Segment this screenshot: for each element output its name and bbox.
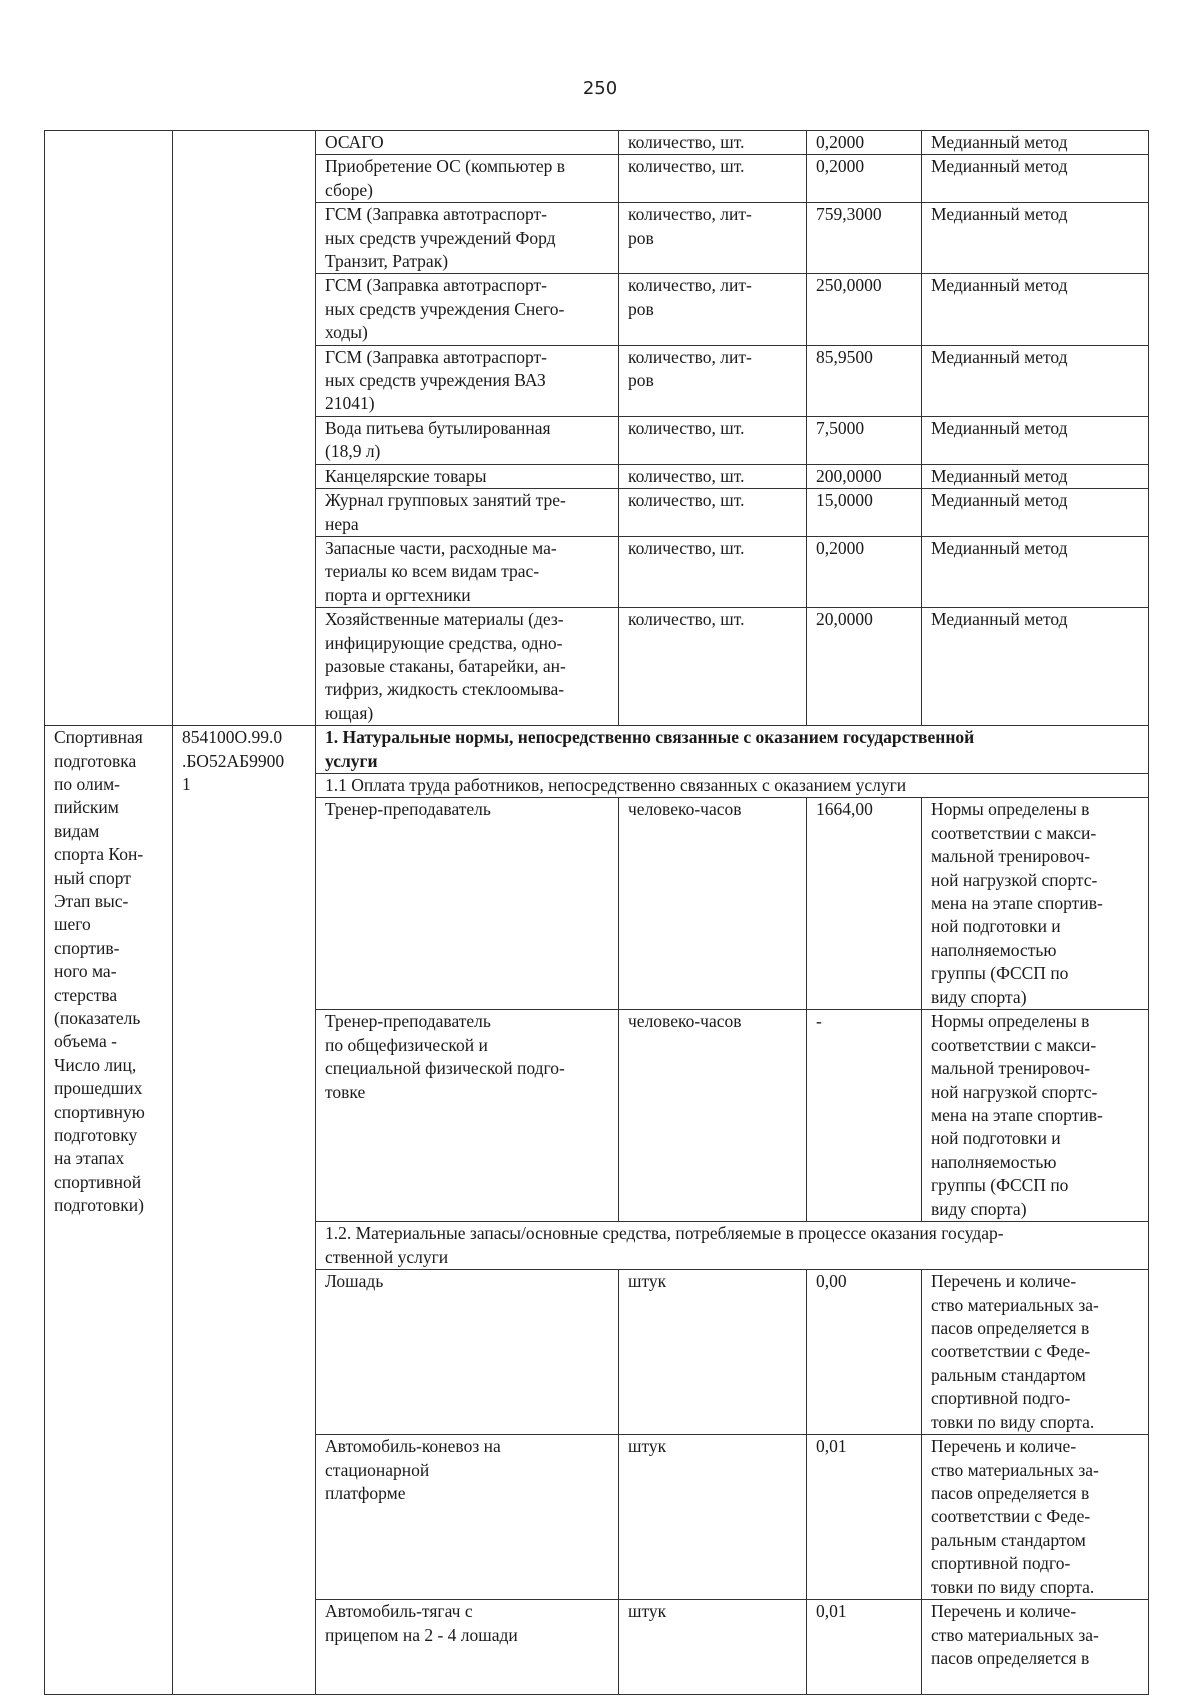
item-unit: штук [619,1435,807,1600]
subsection-heading: 1.1 Оплата труда работников, непосредственно связанных с оказанием услуги [316,773,1149,797]
item-unit: количество, шт. [619,131,807,155]
page-number: 250 [582,78,618,99]
item-value: 0,01 [807,1435,922,1600]
table-row [45,726,1149,774]
item-unit: количество, шт. [619,416,807,464]
item-method: Медианный метод [922,131,1149,155]
item-value: 200,0000 [807,464,922,488]
item-method: Медианный метод [922,203,1149,274]
item-unit: штук [619,1600,807,1695]
item-method: Медианный метод [922,416,1149,464]
item-method: Перечень и количе- ство материальных за- пасов определяется в соответствии с Феде- ральным стандартом спортивной подго- товки по виду спорта. [922,1270,1149,1435]
item-unit: человеко-часов [619,1010,807,1222]
item-unit: количество, лит- ров [619,345,807,416]
item-name: ГСМ (Заправка автотраспорт- ных средств учреждений Форд Транзит, Ратрак) [316,203,619,274]
item-name: Хозяйственные материалы (дез- инфицирующие средства, одно- разовые стаканы, батарейки, ан- тифриз, жидкость стеклоомыва- ющая) [316,608,619,726]
item-method: Медианный метод [922,464,1149,488]
item-unit: количество, шт. [619,536,807,607]
empty-code-cell [173,131,316,726]
item-unit: человеко-часов [619,798,807,1010]
section-heading: 1. Натуральные нормы, непосредственно связанные с оказанием государственной услуги [316,726,1149,774]
item-value: 15,0000 [807,489,922,537]
item-value: 20,0000 [807,608,922,726]
item-method: Перечень и количе- ство материальных за- пасов определяется в соответствии с Феде- ральным стандартом спортивной подго- товки по виду спорта. [922,1435,1149,1600]
item-method: Медианный метод [922,489,1149,537]
item-value: 7,5000 [807,416,922,464]
item-method: Медианный метод [922,608,1149,726]
item-value: 1664,00 [807,798,922,1010]
item-name: ОСАГО [316,131,619,155]
item-value: - [807,1010,922,1222]
item-name: Автомобиль-тягач с прицепом на 2 - 4 лошади [316,1600,619,1695]
item-name: Тренер-преподаватель по общефизической и специальной физической подго- товке [316,1010,619,1222]
item-name: Автомобиль-коневоз на стационарной платформе [316,1435,619,1600]
item-method: Перечень и количе- ство материальных за- пасов определяется в [922,1600,1149,1695]
table-row [45,131,1149,155]
item-method: Нормы определены в соответствии с макси- мальной тренировоч- ной нагрузкой спортс- мена на этапе спортив- ной подготовки и наполняемостью группы (ФССП по виду спорта) [922,1010,1149,1222]
item-name: ГСМ (Заправка автотраспорт- ных средств учреждения ВАЗ 21041) [316,345,619,416]
subsection-heading: 1.2. Материальные запасы/основные средства, потребляемые в процессе оказания государ- ственной услуги [316,1222,1149,1270]
item-unit: количество, лит- ров [619,274,807,345]
service-description: Спортивная подготовка по олим- пийским видам спорта Кон- ный спорт Этап выс- шего спортив- ного ма- стерства (показатель объема - Число лиц, прошедших спортивную подготовку на этапах спортивной подготовки) [45,726,173,1695]
item-method: Нормы определены в соответствии с макси- мальной тренировоч- ной нагрузкой спортс- мена на этапе спортив- ной подготовки и наполняемостью группы (ФССП по виду спорта) [922,798,1149,1010]
item-value: 0,2000 [807,155,922,203]
item-name: ГСМ (Заправка автотраспорт- ных средств учреждения Снего- ходы) [316,274,619,345]
item-unit: количество, лит- ров [619,203,807,274]
item-value: 0,2000 [807,131,922,155]
item-name: Запасные части, расходные ма- териалы ко всем видам трас- порта и оргтехники [316,536,619,607]
item-name: Журнал групповых занятий тре- нера [316,489,619,537]
item-unit: количество, шт. [619,608,807,726]
item-unit: штук [619,1270,807,1435]
item-method: Медианный метод [922,345,1149,416]
norms-table [44,130,1149,1695]
item-method: Медианный метод [922,536,1149,607]
item-name: Вода питьева бутылированная (18,9 л) [316,416,619,464]
item-value: 0,00 [807,1270,922,1435]
item-value: 250,0000 [807,274,922,345]
item-value: 0,2000 [807,536,922,607]
service-code: 854100О.99.0 .БО52АБ9900 1 [173,726,316,1695]
item-name: Приобретение ОС (компьютер в сборе) [316,155,619,203]
empty-service-cell [45,131,173,726]
item-name: Лошадь [316,1270,619,1435]
item-name: Тренер-преподаватель [316,798,619,1010]
item-value: 759,3000 [807,203,922,274]
item-unit: количество, шт. [619,489,807,537]
item-unit: количество, шт. [619,155,807,203]
item-name: Канцелярские товары [316,464,619,488]
item-method: Медианный метод [922,155,1149,203]
item-value: 0,01 [807,1600,922,1695]
item-method: Медианный метод [922,274,1149,345]
item-unit: количество, шт. [619,464,807,488]
item-value: 85,9500 [807,345,922,416]
